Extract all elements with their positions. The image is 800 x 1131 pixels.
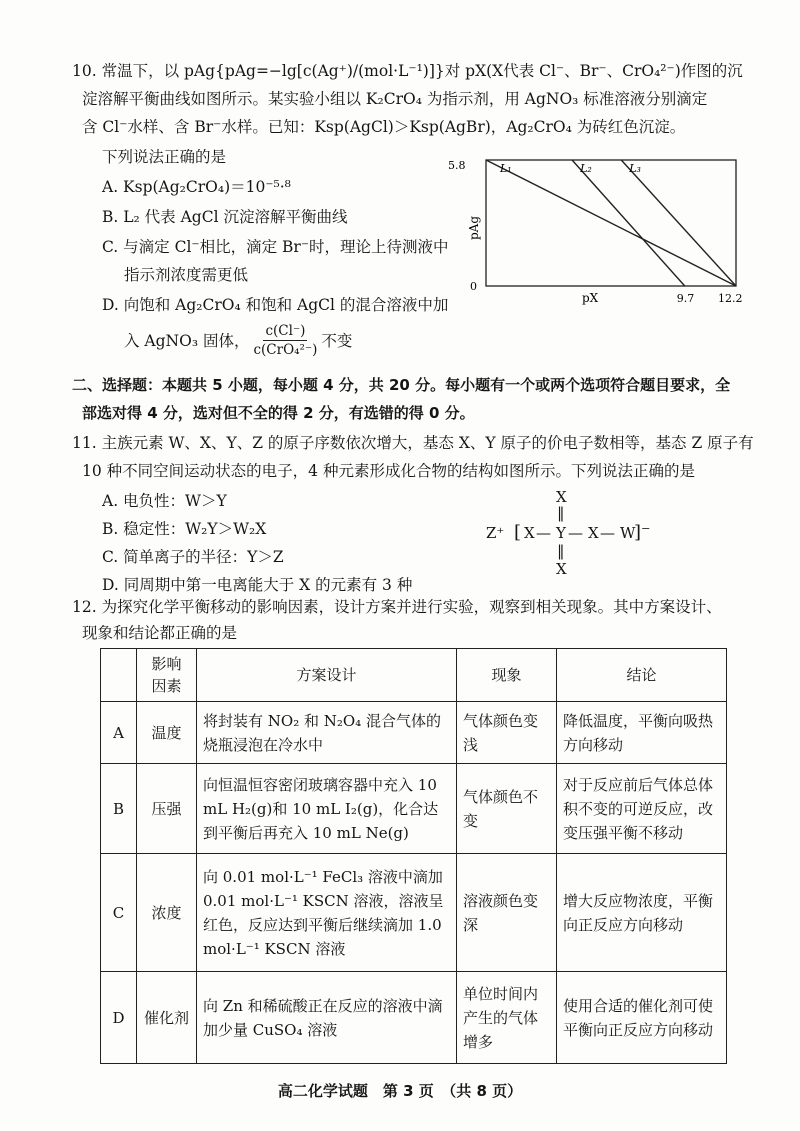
row-phenomenon: 单位时间内产生的气体增多 <box>457 972 557 1064</box>
series-line-1 <box>486 160 736 286</box>
ytick-top: 5.8 <box>448 159 466 172</box>
row-phenomenon: 气体颜色变浅 <box>457 702 557 764</box>
struct-bond1: — <box>536 524 551 542</box>
ytick-zero: 0 <box>470 280 477 293</box>
struct-top-x: X <box>556 488 567 506</box>
row-conclusion: 使用合适的催化剂可使平衡向正反应方向移动 <box>557 972 727 1064</box>
row-factor: 温度 <box>137 702 197 764</box>
struct-bond3: — <box>600 524 615 542</box>
struct-cation: Z⁺ <box>486 524 505 542</box>
q10-option-b: B. L₂ 代表 AgCl 沉淀溶解平衡曲线 <box>102 208 348 226</box>
experiment-table <box>100 648 727 1064</box>
q11-option-a: A. 电负性：W＞Y <box>102 492 227 510</box>
header-conclusion: 结论 <box>557 649 727 702</box>
row-conclusion: 增大反应物浓度，平衡向正反应方向移动 <box>557 854 727 972</box>
series-line-3 <box>621 160 736 286</box>
header-factor: 影响 因素 <box>137 649 197 702</box>
struct-bond2: — <box>568 524 583 542</box>
q11-option-d: D. 同周期中第一电离能大于 X 的元素有 3 种 <box>102 576 413 594</box>
row-conclusion: 降低温度，平衡向吸热方向移动 <box>557 702 727 764</box>
table-row <box>101 702 727 764</box>
header-phenomenon: 现象 <box>457 649 557 702</box>
row-label: A <box>101 702 137 764</box>
q10-option-c-line1: C. 与滴定 Cl⁻相比，滴定 Br⁻时，理论上待测液中 <box>102 238 449 256</box>
series-line-2 <box>572 160 685 286</box>
y-axis-label: pAg <box>467 215 481 240</box>
struct-right-bracket: ]⁻ <box>634 522 651 543</box>
row-label: D <box>101 972 137 1064</box>
row-factor: 催化剂 <box>137 972 197 1064</box>
table-row <box>101 972 727 1064</box>
header-label <box>101 649 137 702</box>
row-design: 向 0.01 mol·L⁻¹ FeCl₃ 溶液中滴加 0.01 mol·L⁻¹ KSCN 溶液，溶液呈红色，反应达到平衡后继续滴加 1.0 mol·L⁻¹ KSCN 溶液 <box>197 854 457 972</box>
header-design: 方案设计 <box>197 649 457 702</box>
row-conclusion: 对于反应前后气体总体积不变的可逆反应，改变压强平衡不移动 <box>557 764 727 854</box>
table-row <box>101 764 727 854</box>
table-header-row <box>101 649 727 702</box>
struct-y: Y <box>556 524 566 542</box>
q10-option-a: A. Ksp(Ag₂CrO₄)＝10⁻⁵·⁸ <box>102 178 291 196</box>
q11-option-c: C. 简单离子的半径：Y＞Z <box>102 548 284 566</box>
xtick-12-2: 12.2 <box>718 292 743 305</box>
struct-w: W <box>620 524 636 542</box>
q10-line2: 淀溶解平衡曲线如图所示。某实验小组以 K₂CrO₄ 为指示剂，用 AgNO₃ 标准溶液分别滴定 <box>82 90 708 108</box>
section2-line2: 部选对得 4 分，选对但不全的得 2 分，有选错的得 0 分。 <box>82 404 475 422</box>
q12-line2: 现象和结论都正确的是 <box>82 624 238 642</box>
xtick-9-7: 9.7 <box>676 292 695 305</box>
row-factor: 浓度 <box>137 854 197 972</box>
struct-bottom-x: X <box>556 560 567 578</box>
row-label: B <box>101 764 137 854</box>
fraction-denominator: c(CrO₄²⁻) <box>253 341 318 358</box>
q10-option-d-text-b: 不变 <box>321 332 353 350</box>
q10-stem: 下列说法正确的是 <box>102 148 227 166</box>
struct-double-bond-bottom: ‖ <box>557 542 565 560</box>
row-label: C <box>101 854 137 972</box>
fraction-numerator: c(Cl⁻) <box>265 322 306 339</box>
series-label-3: L₃ <box>629 162 641 175</box>
q10-option-d-line1: D. 向饱和 Ag₂CrO₄ 和饱和 AgCl 的混合溶液中加 <box>102 296 449 314</box>
fraction <box>251 322 319 359</box>
q10-line3: 含 Cl⁻水样、含 Br⁻水样。已知：Ksp(AgCl)＞Ksp(AgBr)，Ag₂CrO₄ 为砖红色沉淀。 <box>82 118 686 136</box>
struct-left-bracket: [ <box>514 522 522 543</box>
q11-line2: 10 种不同空间运动状态的电子，4 种元素形成化合物的结构如图所示。下列说法正确的是 <box>82 462 695 480</box>
q10-line1: 10. 常温下，以 pAg{pAg=−lg[c(Ag⁺)/(mol·L⁻¹)]}对 pX(X代表 Cl⁻、Br⁻、CrO₄²⁻)作图的沉 <box>72 62 743 80</box>
struct-double-bond-top: ‖ <box>557 504 565 522</box>
series-label-1: L₁ <box>500 162 512 175</box>
row-design: 向恒温恒容密闭玻璃容器中充入 10 mL H₂(g)和 10 mL I₂(g)，化合达到平衡后再充入 10 mL Ne(g) <box>197 764 457 854</box>
series-label-2: L₂ <box>580 162 592 175</box>
compound-structure <box>486 488 726 578</box>
q10-option-d-line2 <box>124 318 352 362</box>
section2-line1: 二、选择题：本题共 5 小题，每小题 4 分，共 20 分。每小题有一个或两个选项符合题目要求，全 <box>72 376 731 394</box>
q12-line1: 12. 为探究化学平衡移动的影响因素，设计方案并进行实验，观察到相关现象。其中方案设计、 <box>72 598 722 616</box>
row-design: 向 Zn 和稀硫酸正在反应的溶液中滴加少量 CuSO₄ 溶液 <box>197 972 457 1064</box>
solubility-chart <box>440 150 743 310</box>
table-row <box>101 854 727 972</box>
struct-x1: X <box>524 524 535 542</box>
q10-option-d-text-a: 入 AgNO₃ 固体， <box>124 332 250 350</box>
page-footer: 高二化学试题 第 3 页 （共 8 页） <box>277 1082 523 1100</box>
x-axis-label: pX <box>582 291 599 305</box>
row-factor: 压强 <box>137 764 197 854</box>
struct-x2: X <box>588 524 599 542</box>
row-phenomenon: 气体颜色不变 <box>457 764 557 854</box>
row-phenomenon: 溶液颜色变深 <box>457 854 557 972</box>
q11-option-b: B. 稳定性：W₂Y＞W₂X <box>102 520 267 538</box>
q11-line1: 11. 主族元素 W、X、Y、Z 的原子序数依次增大，基态 X、Y 原子的价电子数相等，基态 Z 原子有 <box>72 434 754 452</box>
row-design: 将封装有 NO₂ 和 N₂O₄ 混合气体的烧瓶浸泡在冷水中 <box>197 702 457 764</box>
q10-option-c-line2: 指示剂浓度需更低 <box>124 266 249 284</box>
